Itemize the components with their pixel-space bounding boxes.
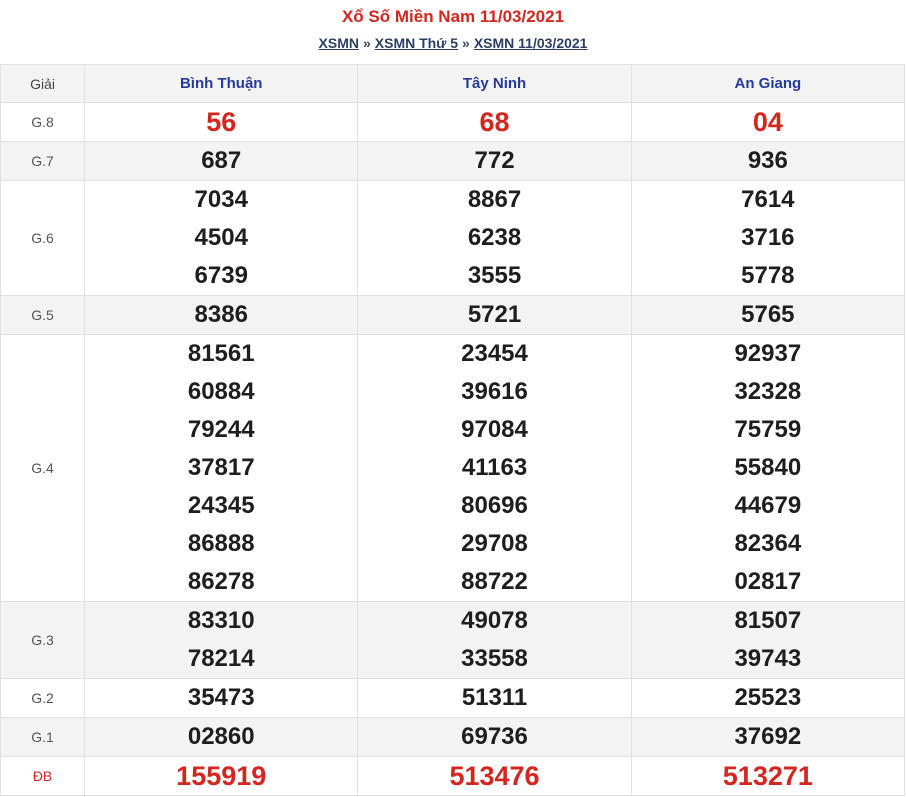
prize-row (1, 718, 905, 757)
prize-cell-binh-thuan (85, 757, 358, 796)
results-table (0, 64, 905, 796)
breadcrumb-xsmn-link[interactable]: XSMN (318, 35, 359, 51)
prize-number: 33558 (461, 645, 528, 672)
prize-number: 25523 (734, 684, 802, 711)
table-header-row (1, 65, 905, 103)
prize-cell-binh-thuan (85, 602, 358, 679)
prize-row (1, 679, 905, 718)
prize-label: G.1 (1, 718, 85, 757)
prize-row (1, 335, 905, 602)
prize-number: 92937 (734, 340, 802, 367)
prize-number: 35473 (187, 684, 255, 711)
prize-cell-binh-thuan (85, 335, 358, 602)
prize-row (1, 142, 905, 181)
prize-row (1, 181, 905, 296)
prize-number: 79244 (187, 416, 255, 443)
prize-number: 37692 (734, 723, 802, 750)
prize-label: G.7 (1, 142, 85, 181)
breadcrumb-separator: » (462, 35, 470, 51)
prize-number: 86278 (187, 568, 255, 595)
prize-number: 3555 (467, 262, 522, 289)
prize-number: 80696 (461, 492, 528, 519)
prize-number: 68 (479, 107, 510, 137)
prize-cell-binh-thuan (85, 718, 358, 757)
prize-cell-an-giang (631, 103, 904, 142)
breadcrumb (0, 34, 906, 52)
prize-number: 55840 (734, 454, 802, 481)
page-header (0, 0, 906, 64)
prize-number: 69736 (461, 723, 528, 750)
prize-number: 3716 (741, 224, 795, 251)
prize-number: 6739 (194, 262, 248, 289)
prize-cell-an-giang (631, 679, 904, 718)
prize-cell-an-giang (631, 335, 904, 602)
prize-cell-tay-ninh (358, 296, 631, 335)
prize-number: 83310 (187, 607, 255, 634)
prize-cell-tay-ninh (358, 718, 631, 757)
prize-label: G.5 (1, 296, 85, 335)
prize-cell-an-giang (631, 757, 904, 796)
prize-number: 78214 (187, 645, 255, 672)
prize-number: 23454 (461, 340, 528, 367)
prize-label: G.3 (1, 602, 85, 679)
prize-cell-an-giang (631, 602, 904, 679)
prize-number: 5765 (741, 301, 795, 328)
prize-number: 772 (474, 147, 515, 174)
prize-number: 513476 (449, 761, 540, 791)
prize-cell-an-giang (631, 181, 904, 296)
prize-number: 88722 (461, 568, 528, 595)
prize-number: 513271 (722, 761, 813, 791)
prize-rows (1, 103, 905, 796)
prize-number: 49078 (461, 607, 528, 634)
prize-label: ĐB (1, 757, 85, 796)
prize-cell-binh-thuan (85, 679, 358, 718)
page-title: Xổ Số Miền Nam 11/03/2021 (341, 7, 565, 26)
prize-number: 51311 (461, 684, 528, 711)
prize-number: 04 (752, 107, 783, 137)
prize-number: 41163 (461, 454, 528, 481)
prize-number: 86888 (187, 530, 255, 557)
prize-row (1, 296, 905, 335)
prize-cell-binh-thuan (85, 296, 358, 335)
prize-cell-tay-ninh (358, 602, 631, 679)
prize-number: 24345 (187, 492, 255, 519)
prize-cell-an-giang (631, 142, 904, 181)
prize-cell-an-giang (631, 296, 904, 335)
prize-label: G.6 (1, 181, 85, 296)
prize-row (1, 757, 905, 796)
prize-row (1, 602, 905, 679)
prize-number: 56 (206, 107, 237, 137)
prize-number: 39616 (461, 378, 528, 405)
breadcrumb-separator: » (362, 35, 371, 51)
prize-number: 37817 (187, 454, 255, 481)
prize-number: 29708 (461, 530, 528, 557)
prize-number: 82364 (734, 530, 802, 557)
prize-number: 32328 (734, 378, 802, 405)
prize-label: G.2 (1, 679, 85, 718)
prize-cell-binh-thuan (85, 103, 358, 142)
prize-number: 60884 (187, 378, 255, 405)
prize-cell-tay-ninh (358, 142, 631, 181)
prize-number: 936 (747, 147, 788, 174)
prize-cell-tay-ninh (358, 679, 631, 718)
prize-label: G.4 (1, 335, 85, 602)
prize-label: G.8 (1, 103, 85, 142)
prize-number: 97084 (461, 416, 528, 443)
prize-cell-binh-thuan (85, 181, 358, 296)
prize-number: 5778 (741, 262, 795, 289)
prize-cell-tay-ninh (358, 103, 631, 142)
prize-number: 7034 (194, 186, 248, 213)
prize-number: 7614 (741, 186, 795, 213)
prize-number: 5721 (467, 301, 522, 328)
prize-number: 81561 (187, 340, 255, 367)
prize-number: 75759 (734, 416, 802, 443)
prize-number: 687 (201, 147, 242, 174)
breadcrumb-date-link[interactable]: XSMN 11/03/2021 (473, 35, 588, 51)
province-header-tay-ninh: Tây Ninh (358, 65, 631, 103)
prize-number: 02817 (734, 568, 802, 595)
prize-number: 8386 (194, 301, 248, 328)
prize-number: 44679 (734, 492, 802, 519)
province-header-binh-thuan: Bình Thuận (85, 65, 358, 103)
prize-cell-an-giang (631, 718, 904, 757)
prize-cell-binh-thuan (85, 142, 358, 181)
prize-number: 39743 (734, 645, 802, 672)
prize-number: 6238 (467, 224, 522, 251)
prize-number: 81507 (734, 607, 802, 634)
prize-cell-tay-ninh (358, 181, 631, 296)
prize-number: 4504 (194, 224, 248, 251)
prize-number: 155919 (176, 761, 267, 791)
prize-cell-tay-ninh (358, 335, 631, 602)
breadcrumb-thu5-link[interactable]: XSMN Thứ 5 (374, 35, 459, 51)
prize-number: 8867 (467, 186, 522, 213)
province-header-an-giang: An Giang (631, 65, 904, 103)
prize-number: 02860 (187, 723, 255, 750)
prize-row (1, 103, 905, 142)
prize-cell-tay-ninh (358, 757, 631, 796)
prize-column-header: Giải (1, 65, 85, 103)
